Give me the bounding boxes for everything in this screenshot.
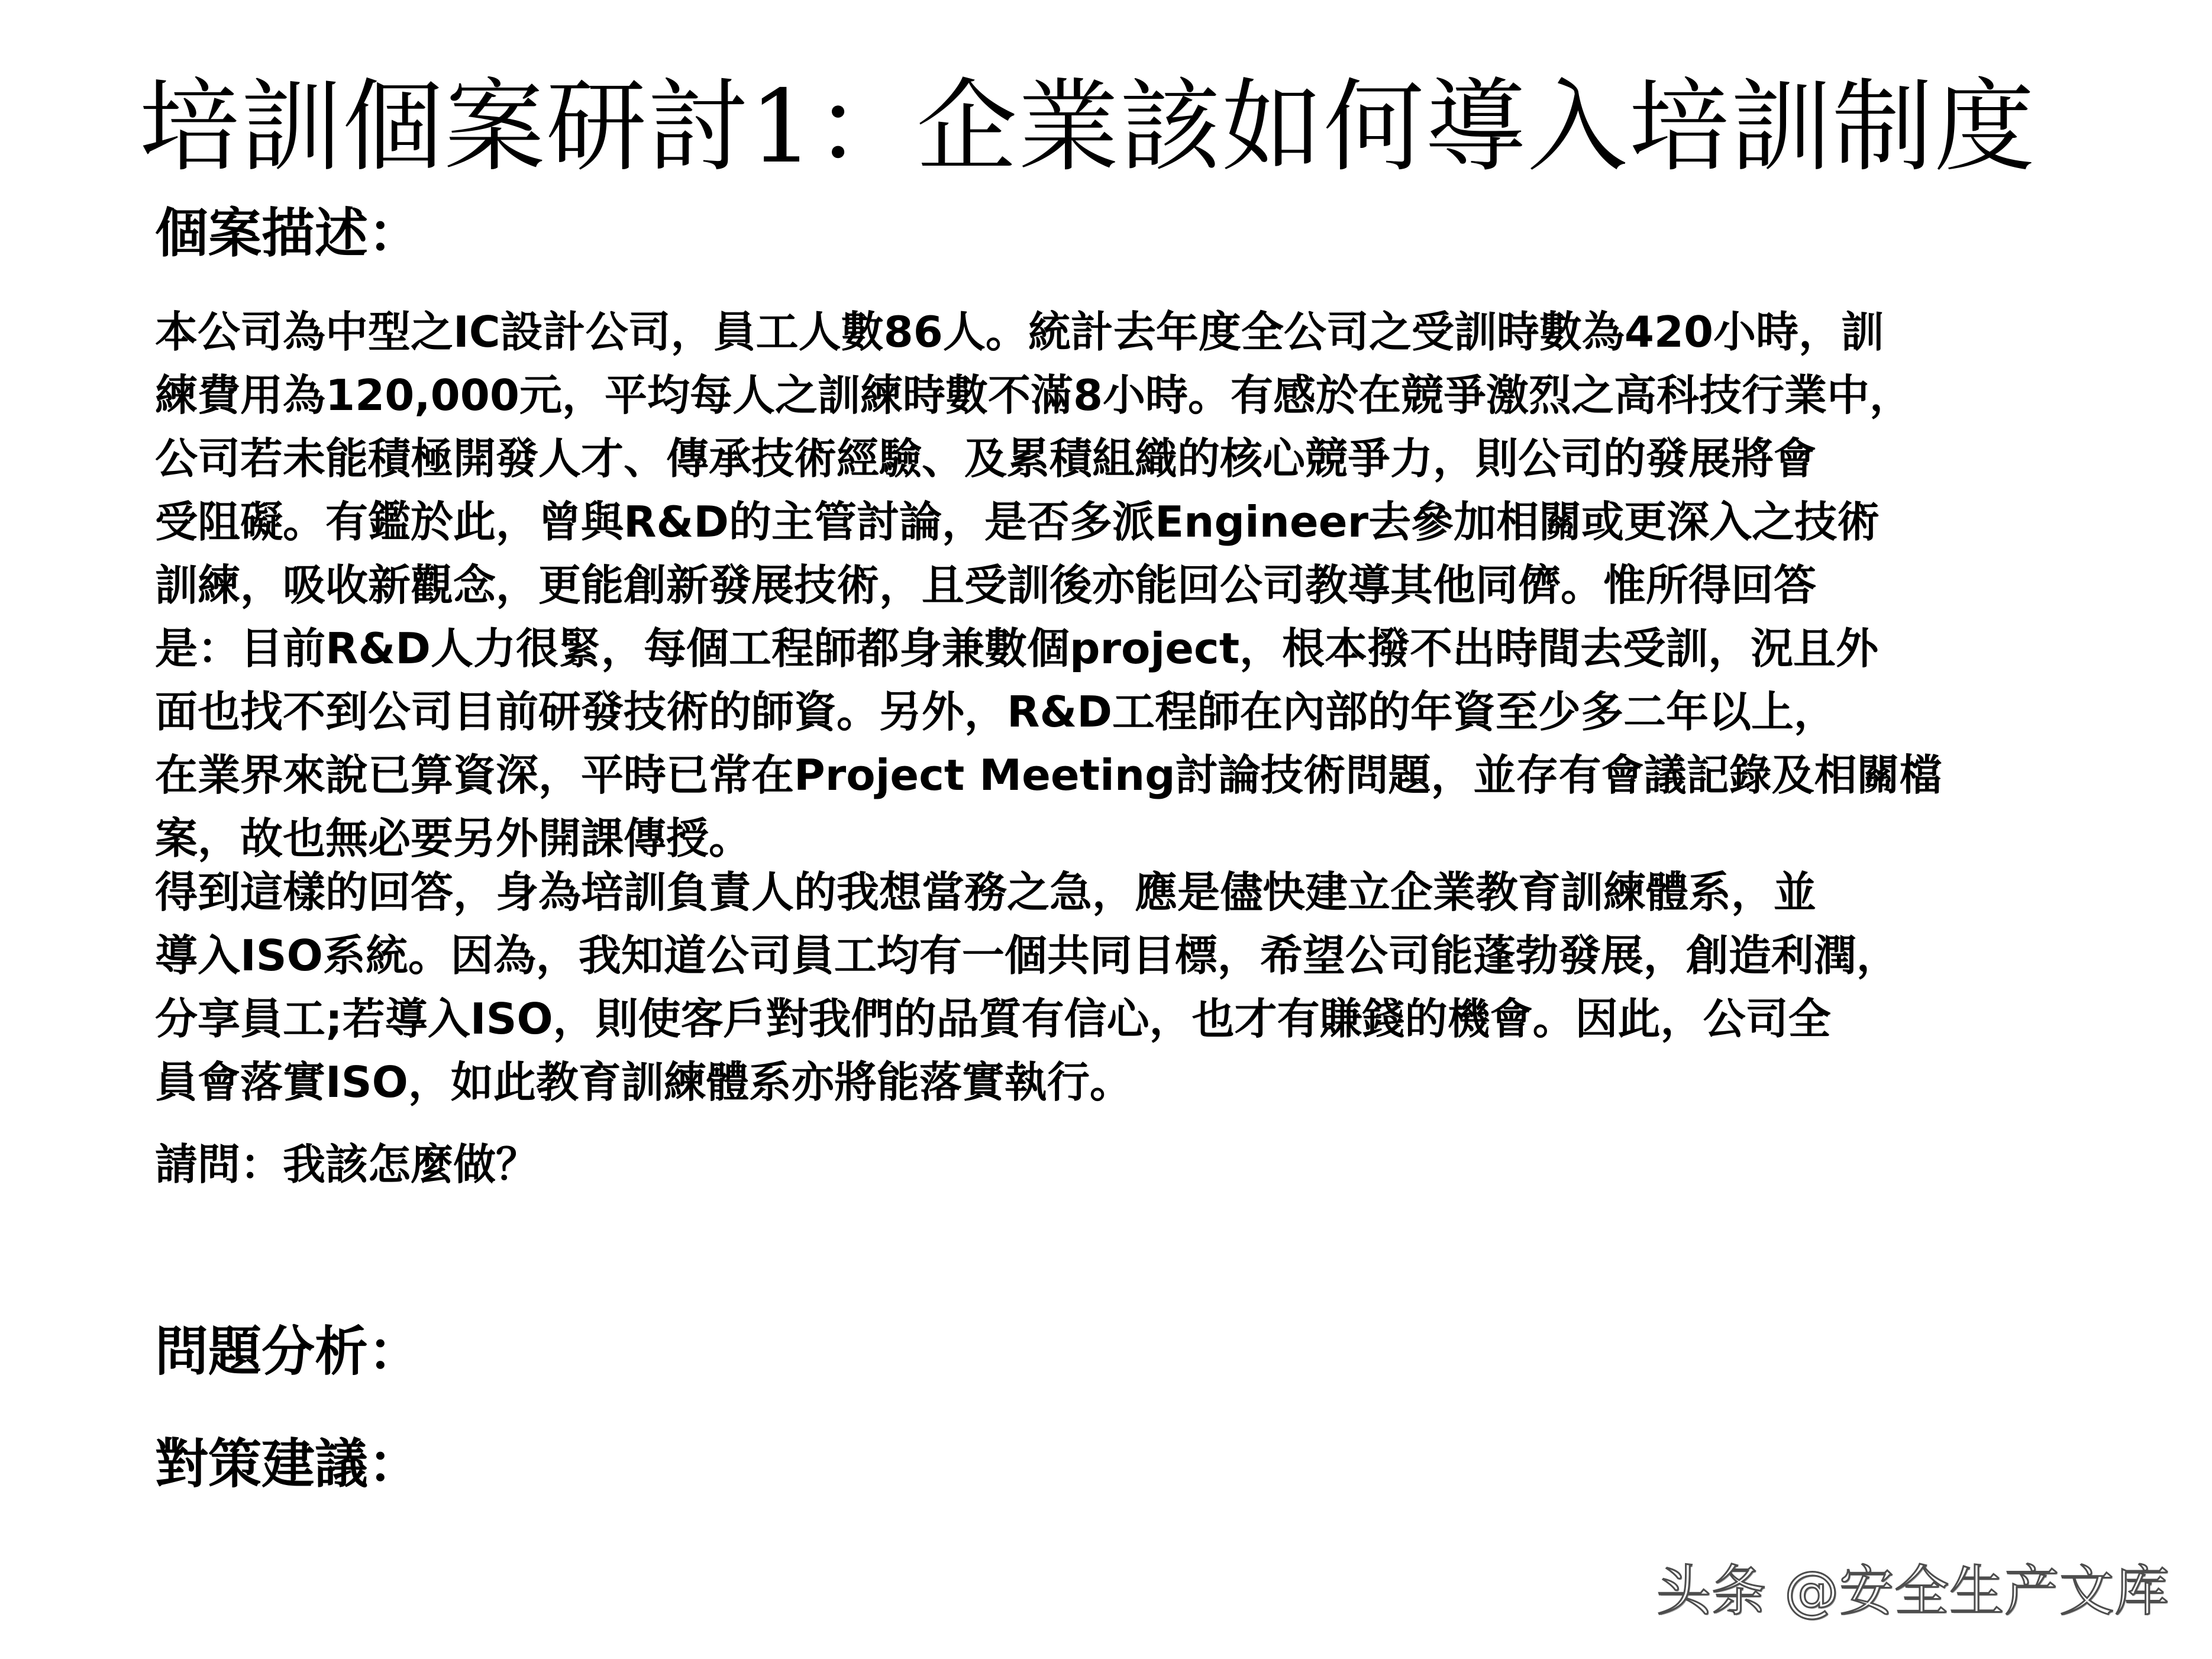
case-description-heading: 個案描述： [155,202,421,264]
case-paragraph-1 [155,301,2178,870]
text-line: 本公司為中型之IC設計公司，員工人數86人。統計去年度全公司之受訓時數為420小時，訓 [155,307,1884,357]
problem-analysis-heading: 問題分析： [155,1321,421,1383]
question-paragraph [155,1133,2178,1196]
text-line: 在業界來說已算資深，平時已常在Project Meeting討論技術問題，並存有會議記錄及相關檔 [155,750,1942,800]
text-line: 員會落實ISO，如此教育訓練體系亦將能落實執行。 [155,1057,1132,1107]
slide-title: 培訓個案研討1：企業該如何導入培訓制度 [139,69,2036,186]
text-line: 分享員工;若導入ISO，則使客戶對我們的品質有信心，也才有賺錢的機會。因此，公司全 [155,994,1831,1044]
text-line: 訓練，吸收新觀念，更能創新發展技術，且受訓後亦能回公司教導其他同儕。惟所得回答 [155,560,1817,610]
watermark: 头条 @安全生产文库 [1656,1560,2170,1623]
text-line: 公司若未能積極開發人才、傳承技術經驗、及累積組織的核心競爭力，則公司的發展將會 [155,434,1817,483]
text-line: 導入ISO系統。因為，我知道公司員工均有一個共同目標，希望公司能蓬勃發展，創造利潤， [155,931,1899,980]
text-line: 練費用為120,000元，平均每人之訓練時數不滿8小時。有感於在競爭激烈之高科技行業中， [155,370,1913,420]
text-line: 面也找不到公司目前研發技術的師資。另外，R&D工程師在內部的年資至少多二年以上， [155,687,1836,737]
text-line: 受阻礙。有鑑於此，曾與R&D的主管討論，是否多派Engineer去參加相關或更深入之技術 [155,497,1880,547]
text-line: 是：目前R&D人力很緊，每個工程師都身兼數個project，根本撥不出時間去受訓，況且外 [155,624,1879,673]
text-line: 得到這樣的回答，身為培訓負責人的我想當務之急，應是儘快建立企業教育訓練體系，並 [155,867,1817,917]
case-paragraph-2 [155,861,2178,1114]
strategy-heading: 對策建議： [155,1433,421,1495]
text-line: 請問：我該怎麼做？ [155,1140,539,1189]
text-line: 案，故也無必要另外開課傳授。 [155,814,752,863]
